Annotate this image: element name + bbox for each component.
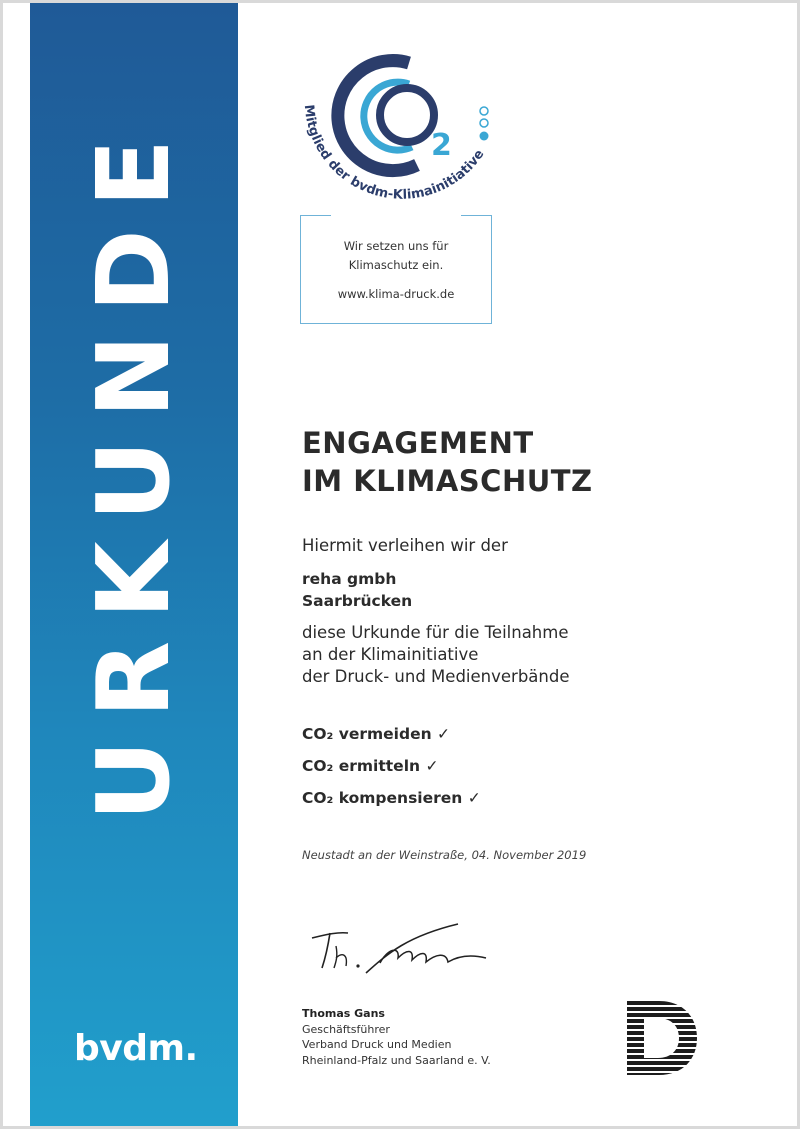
side-band [30, 3, 238, 1126]
check-item [302, 757, 438, 775]
checkmark-icon: ✓ [425, 757, 439, 775]
signer-block [302, 1006, 491, 1068]
intro-text: Hiermit verleihen wir der [302, 536, 508, 555]
headline-line-1: ENGAGEMENT [302, 426, 534, 460]
slogan-line: Wir setzen uns für [343, 239, 449, 253]
co2-seal-icon [285, 43, 513, 228]
slogan-url: www.klima-druck.de [337, 287, 455, 301]
signer-org-2: Rheinland-Pfalz und Saarland e. V. [302, 1053, 491, 1067]
signer-org-1: Verband Druck und Medien [302, 1038, 452, 1051]
check-item [302, 789, 481, 807]
recipient-city: Saarbrücken [302, 592, 413, 610]
check-label: CO₂ ermitteln [302, 757, 421, 775]
d-logo-icon [627, 1001, 697, 1075]
check-item [302, 725, 450, 743]
certificate-page [3, 3, 797, 1126]
check-label: CO₂ kompensieren [302, 789, 463, 807]
check-label: CO₂ vermeiden [302, 725, 432, 743]
signer-name: Thomas Gans [302, 1007, 385, 1020]
place-date: Neustadt an der Weinstraße, 04. November 2019 [302, 848, 587, 862]
checkmark-icon: ✓ [467, 789, 481, 807]
recipient-name: reha gmbh [302, 570, 397, 588]
body-line-3: der Druck- und Medienverbände [302, 667, 570, 686]
vertical-title: URKUNDE [75, 116, 192, 822]
signature-icon [308, 918, 498, 978]
headline-line-2: IM KLIMASCHUTZ [302, 464, 593, 498]
headline [302, 424, 593, 500]
checkmark-icon: ✓ [437, 725, 451, 743]
body-line-2: an der Klimainitiative [302, 645, 479, 664]
signer-role: Geschäftsführer [302, 1022, 390, 1036]
seal-arc-text: Mitglied der bvdm-Klimainitiative [300, 103, 488, 203]
slogan-box [300, 215, 492, 324]
bvdm-logo: bvdm. [74, 1028, 198, 1069]
slogan-line: Klimaschutz ein. [348, 258, 444, 272]
seal-subscript: 2 [431, 128, 452, 163]
body-line-1: diese Urkunde für die Teilnahme [302, 623, 569, 642]
